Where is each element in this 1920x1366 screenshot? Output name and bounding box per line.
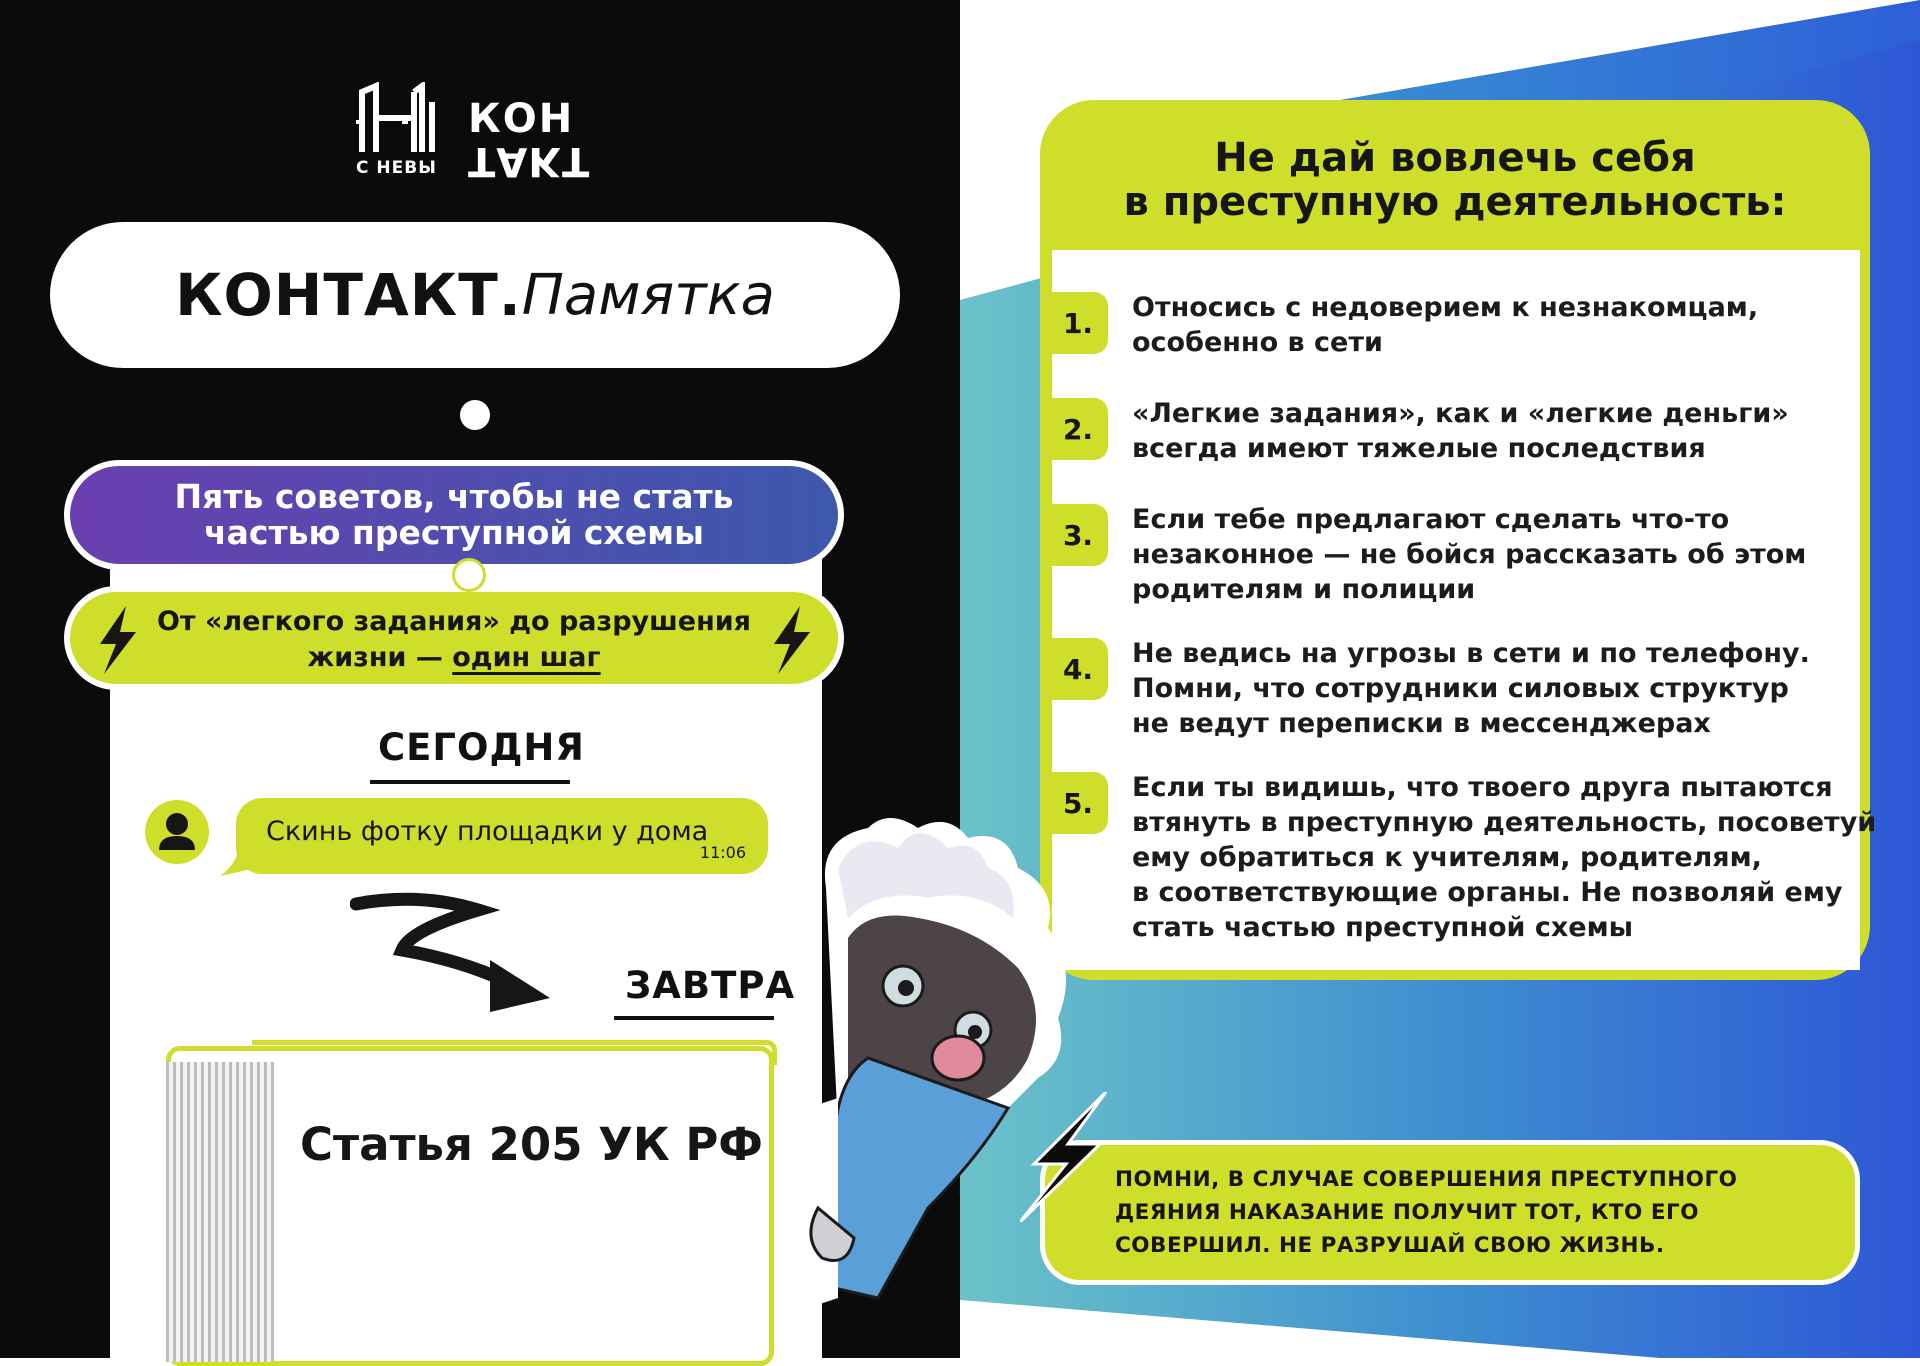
tip-number: 5. — [1048, 772, 1108, 834]
tip-line: не ведут переписки в мессенджерах — [1132, 708, 1711, 739]
book-pages — [166, 1062, 274, 1362]
tips-heading-line2: в преступную деятельность: — [1123, 179, 1787, 225]
message-bubble — [236, 798, 768, 874]
tip-line: Если тебе предлагают сделать что-то — [1132, 504, 1730, 535]
tip-line: в соответствующие органы. Не позволяй ему — [1132, 877, 1843, 908]
warning-line2-prefix: жизни — — [307, 642, 453, 673]
tips-banner — [64, 460, 844, 570]
phone-camera-dot — [460, 400, 490, 430]
title-italic: Памятка — [521, 262, 775, 328]
tip-number: 4. — [1048, 638, 1108, 700]
tip-line: ему обратиться к учителям, родителям, — [1132, 842, 1762, 873]
user-avatar-icon — [145, 800, 209, 864]
tip-text — [1132, 636, 1810, 741]
warning-banner — [64, 586, 844, 690]
tips-banner-line2: частью преступной схемы — [204, 513, 704, 552]
logo1-text: С НЕВЫ — [356, 158, 437, 178]
reminder-line2: ДЕЯНИЯ НАКАЗАНИЕ ПОЛУЧИТ ТОТ, КТО ЕГО — [1115, 1200, 1699, 1225]
tip-line: незаконное — не бойся рассказать об этом — [1132, 539, 1807, 570]
tip-text — [1132, 502, 1806, 607]
reminder-box — [1040, 1140, 1860, 1285]
title-pill — [50, 222, 900, 368]
warning-line2 — [70, 642, 838, 673]
tip-number: 1. — [1048, 292, 1108, 354]
tip-line: стать частью преступной схемы — [1132, 912, 1634, 943]
logo2-text-bottom: ТАКТ — [468, 138, 591, 184]
book-title: Статья 205 УК РФ — [300, 1118, 763, 1171]
logo-kontakt — [468, 96, 598, 184]
tips-banner-line1: Пять советов, чтобы не стать — [174, 477, 734, 516]
tip-number: 3. — [1048, 504, 1108, 566]
tips-heading-line1: Не дай вовлечь себя — [1214, 135, 1696, 181]
warning-line1: От «легкого задания» до разрушения — [156, 606, 752, 637]
message-time: 11:06 — [699, 843, 746, 862]
tomorrow-underline — [614, 1016, 774, 1020]
reminder-line3: СОВЕРШИЛ. НЕ РАЗРУШАЙ СВОЮ ЖИЗНЬ. — [1115, 1233, 1665, 1258]
tip-line: всегда имеют тяжелые последствия — [1132, 433, 1706, 464]
zigzag-arrow-icon — [350, 890, 580, 1020]
today-label: СЕГОДНЯ — [378, 726, 585, 769]
tip-line: «Легкие задания», как и «легкие деньги» — [1132, 398, 1789, 429]
logo-s-nevy — [356, 82, 446, 182]
warning-line2-underlined: один шаг — [452, 642, 601, 673]
tomorrow-label: ЗАВТРА — [625, 964, 796, 1007]
logo2-text-top: КОН — [468, 96, 575, 142]
tip-line: Если ты видишь, что твоего друга пытаются — [1132, 772, 1833, 803]
tip-text — [1132, 770, 1876, 945]
mascot-illustration — [808, 808, 1100, 1308]
tip-line: особенно в сети — [1132, 327, 1383, 358]
tip-text — [1132, 290, 1758, 360]
tip-text — [1132, 396, 1789, 466]
banner-connector — [452, 558, 486, 592]
message-text: Скинь фотку площадки у дома — [266, 816, 709, 847]
tip-line: родителям и полиции — [1132, 574, 1476, 605]
today-underline — [370, 780, 570, 784]
tip-line: Не ведись на угрозы в сети и по телефону. — [1132, 638, 1810, 669]
reminder-line1: ПОМНИ, В СЛУЧАЕ СОВЕРШЕНИЯ ПРЕСТУПНОГО — [1115, 1167, 1738, 1192]
title-bold: КОНТАКТ. — [175, 261, 522, 329]
tip-line: Помни, что сотрудники силовых структур — [1132, 673, 1789, 704]
tip-number: 2. — [1048, 398, 1108, 460]
tip-line: втянуть в преступную деятельность, посоветуй — [1132, 807, 1877, 838]
tip-line: Относись с недоверием к незнакомцам, — [1132, 292, 1759, 323]
tips-heading — [1040, 136, 1870, 224]
